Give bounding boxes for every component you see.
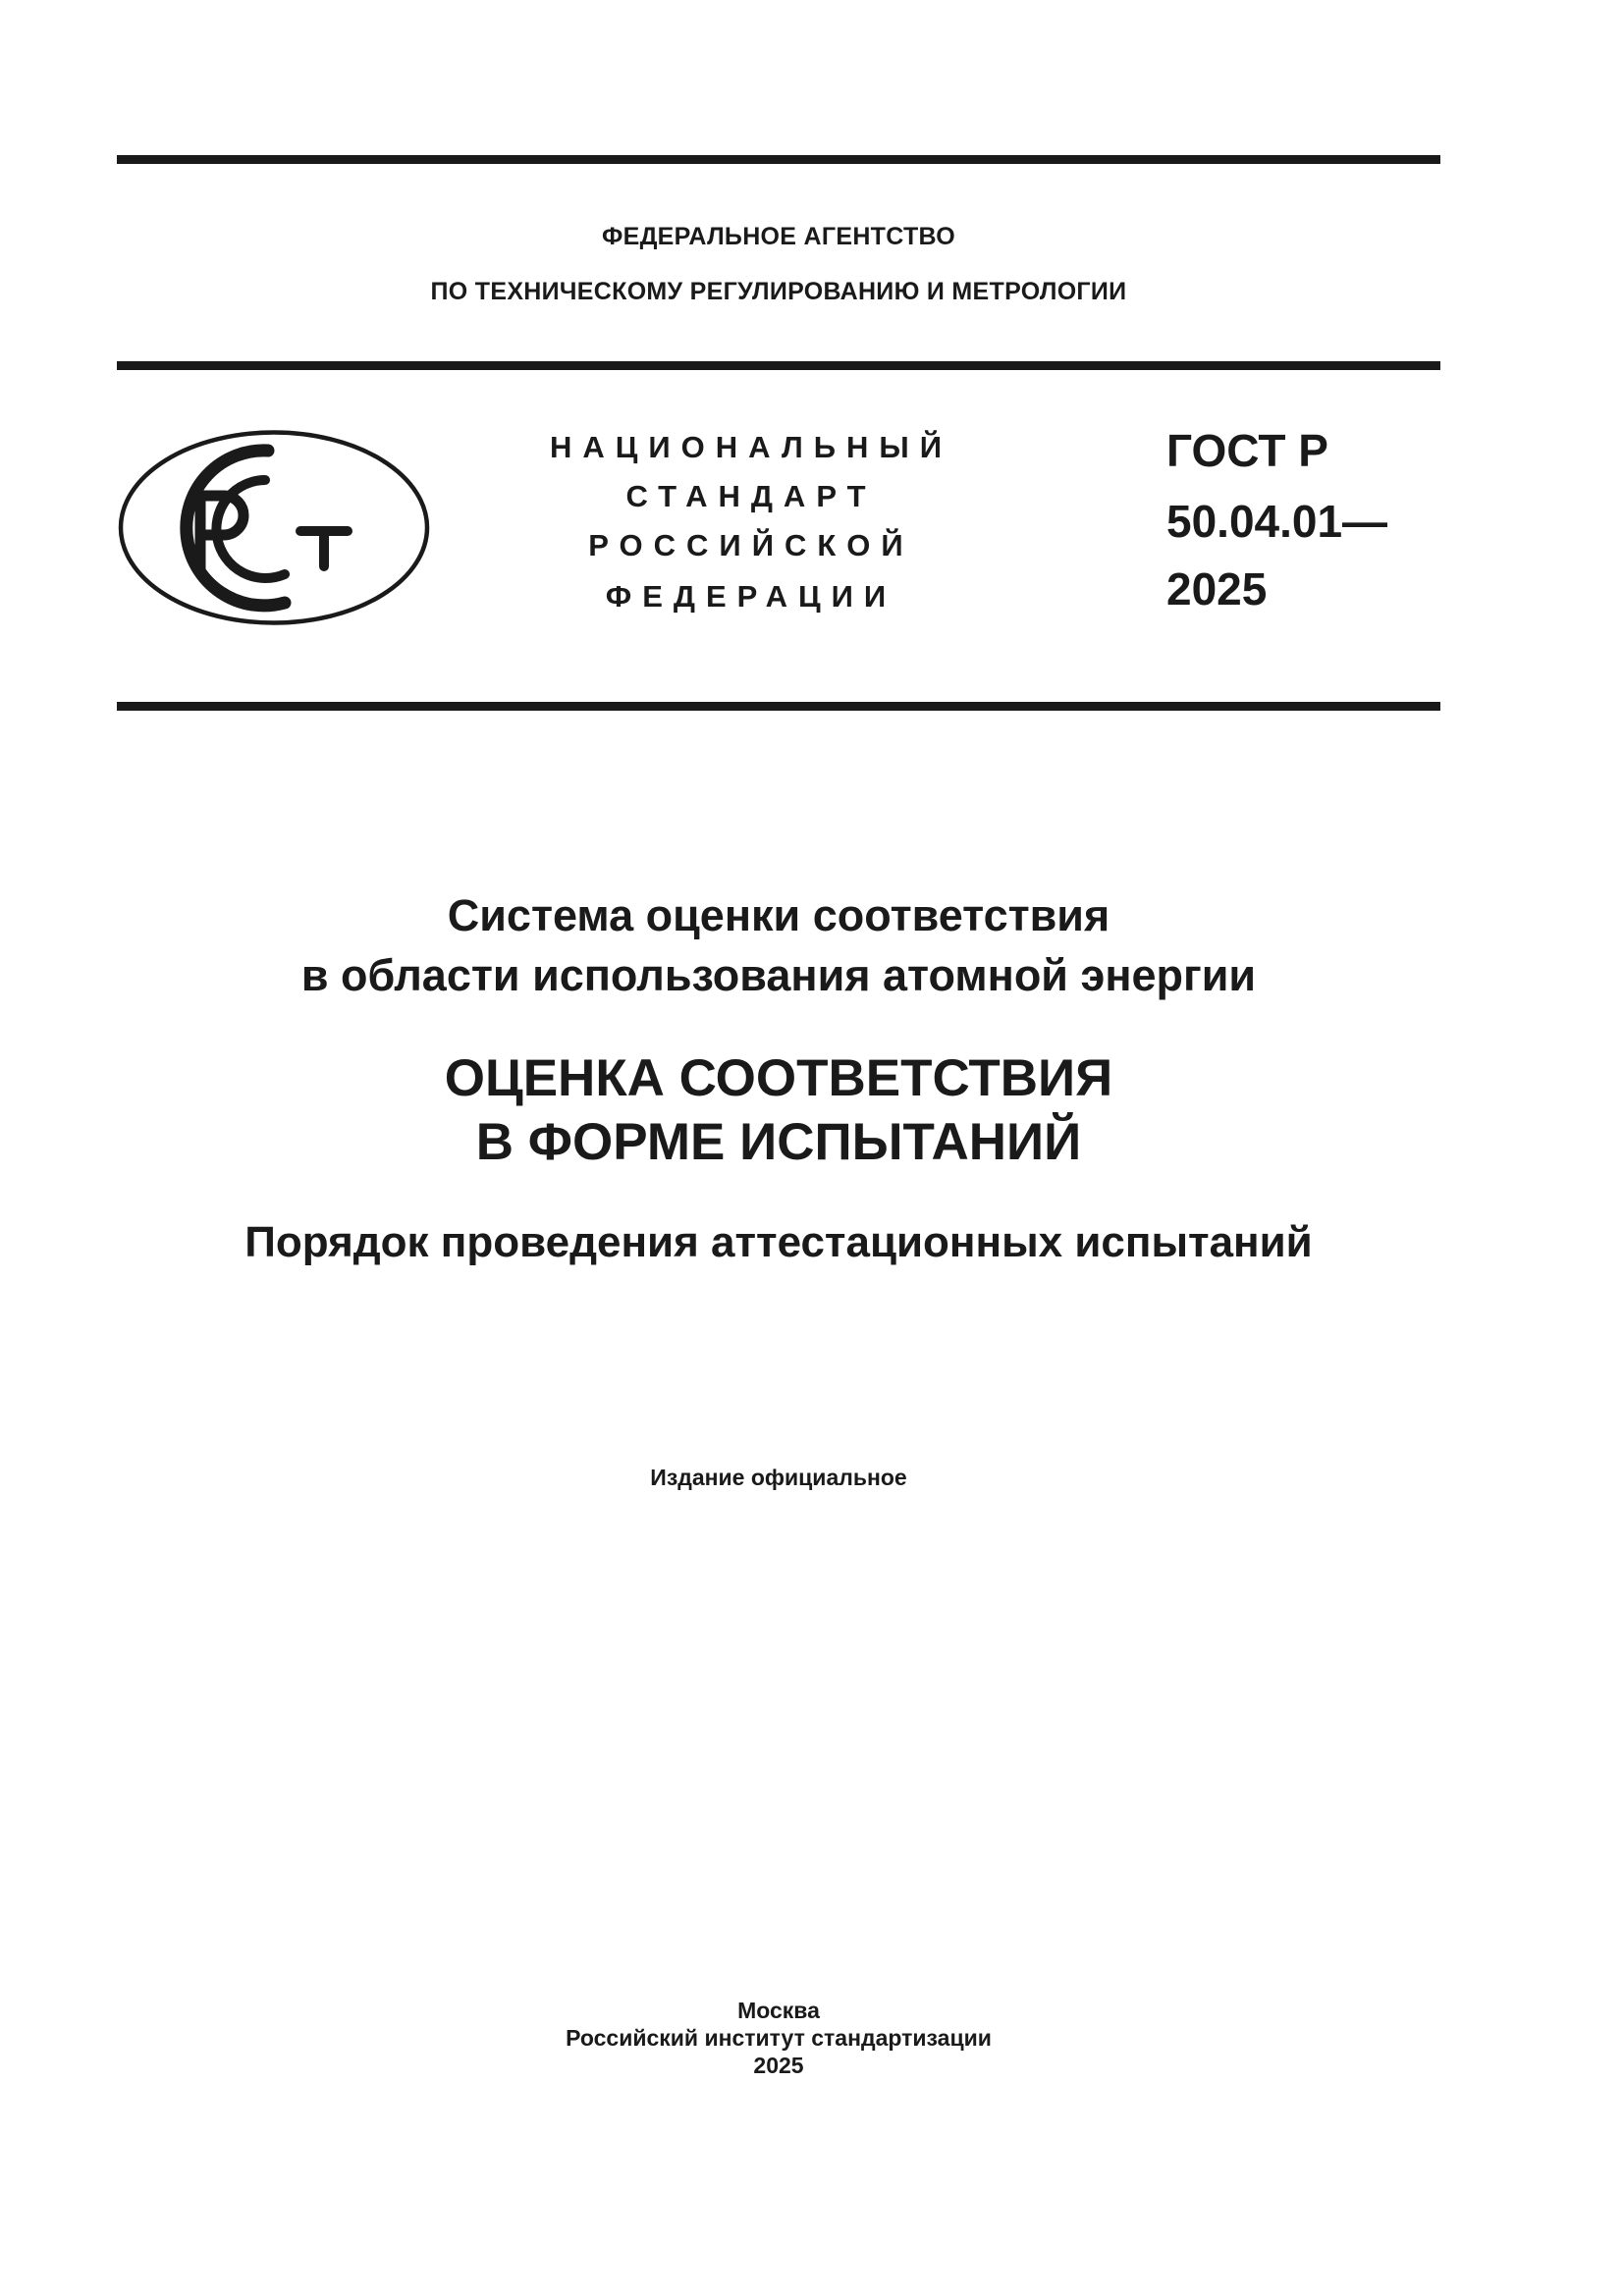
national-standard-line-3: РОССИЙСКОЙ [588, 528, 914, 562]
gost-designation-year: 2025 [1166, 563, 1268, 614]
publisher-city: Москва [737, 1998, 820, 2023]
national-standard-line-4: ФЕДЕРАЦИИ [605, 579, 897, 614]
national-standard-line-1: НАЦИОНАЛЬНЫЙ [549, 430, 953, 464]
agency-line-1: ФЕДЕРАЛЬНОЕ АГЕНТСТВО [601, 223, 956, 250]
rst-logo-icon [118, 429, 430, 626]
subtitle: Порядок проведения аттестационных испытаний [244, 1218, 1313, 1266]
top-rule [117, 155, 1440, 164]
publisher-year: 2025 [753, 2053, 804, 2078]
gost-designation-line-1: ГОСТ Р [1166, 425, 1328, 476]
national-standard-line-2: СТАНДАРТ [625, 479, 877, 513]
gost-designation-line-2: 50.04.01— [1166, 496, 1388, 547]
publisher-institute: Российский институт стандартизации [566, 2025, 992, 2051]
agency-line-2: ПО ТЕХНИЧЕСКОМУ РЕГУЛИРОВАНИЮ И МЕТРОЛОГИИ [430, 278, 1127, 305]
title-line-1: Система оценки соответствия [447, 890, 1110, 940]
title-line-2: в области использования атомной энергии [300, 950, 1257, 1000]
edition-label: Издание официальное [650, 1465, 907, 1490]
header-divider-rule [117, 361, 1440, 370]
main-title-line-2: В ФОРМЕ ИСПЫТАНИЙ [475, 1113, 1082, 1171]
header-bottom-rule [117, 702, 1440, 711]
main-title-line-1: ОЦЕНКА СООТВЕТСТВИЯ [444, 1049, 1113, 1107]
